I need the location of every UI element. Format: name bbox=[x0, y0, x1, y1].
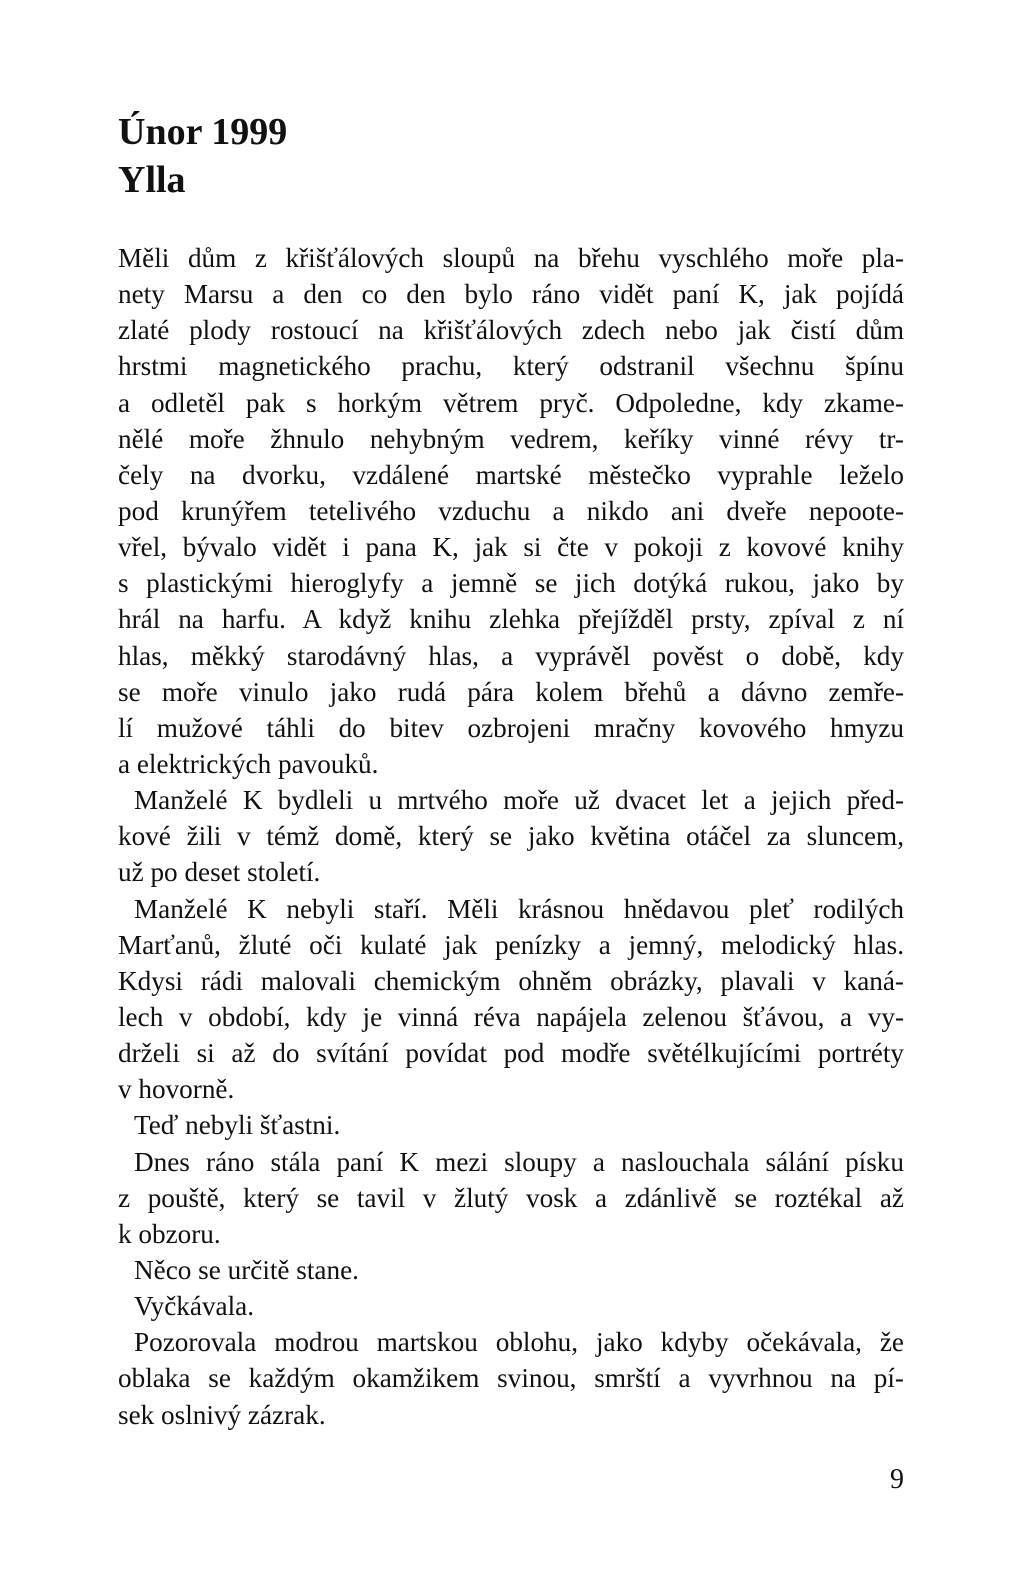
text-line: k obzoru. bbox=[118, 1218, 221, 1249]
text-line: drželi si až do svítání povídat pod modře světélkujícími portréty bbox=[118, 1038, 904, 1069]
text-line: Něco se určitě stane. bbox=[134, 1254, 359, 1285]
text-line: hlas, měkký starodávný hlas, a vyprávěl pověst o době, kdy bbox=[118, 640, 904, 671]
chapter-title: Ylla bbox=[118, 159, 186, 201]
text-line: Pozorovala modrou martskou oblohu, jako kdyby očekávala, že bbox=[134, 1327, 904, 1358]
text-line: zlaté plody rostoucí na křišťálových zdech nebo jak čistí dům bbox=[118, 315, 904, 346]
text-line: Vyčkávala. bbox=[134, 1291, 255, 1322]
text-line: Teď nebyli šťastni. bbox=[134, 1110, 341, 1141]
text-line: čely na dvorku, vzdálené martské městečko vyprahle leželo bbox=[118, 459, 904, 490]
text-line: Marťanů, žluté oči kulaté jak penízky a jemný, melodický hlas. bbox=[118, 929, 904, 960]
text-line: Dnes ráno stála paní K mezi sloupy a naslouchala sálání písku bbox=[134, 1146, 904, 1177]
text-line: kové žili v témž domě, který se jako květina otáčel za sluncem, bbox=[118, 821, 904, 852]
chapter-date: Únor 1999 bbox=[118, 111, 288, 153]
text-line: nety Marsu a den co den bylo ráno vidět paní K, jak pojídá bbox=[118, 279, 904, 310]
text-line: hrál na harfu. A když knihu zlehka přejížděl prsty, zpíval z ní bbox=[118, 604, 904, 635]
text-line: se moře vinulo jako rudá pára kolem břehů a dávno zemře- bbox=[118, 676, 904, 707]
chapter-heading bbox=[118, 108, 287, 204]
text-line: s plastickými hieroglyfy a jemně se jich dotýká rukou, jako by bbox=[118, 568, 904, 599]
text-line: nělé moře žhnulo nehybným vedrem, keříky vinné révy tr- bbox=[118, 423, 904, 454]
body-text bbox=[118, 240, 904, 1433]
text-line: lech v období, kdy je vinná réva napájela zelenou šťávou, a vy- bbox=[118, 1001, 904, 1032]
text-line: lí mužové táhli do bitev ozbrojeni mračny kovového hmyzu bbox=[118, 712, 904, 743]
text-line: vřel, bývalo vidět i pana K, jak si čte v pokoji z kovové knihy bbox=[118, 532, 904, 563]
text-line: Kdysi rádi malovali chemickým ohněm obrázky, plavali v kaná- bbox=[118, 965, 904, 996]
text-line: a elektrických pavouků. bbox=[118, 748, 379, 779]
text-line: Měli dům z křišťálových sloupů na břehu vyschlého moře pla- bbox=[118, 243, 904, 273]
text-line: už po deset století. bbox=[118, 857, 321, 888]
text-line: v hovorně. bbox=[118, 1074, 235, 1105]
page-number: 9 bbox=[890, 1464, 904, 1495]
text-line: pod krunýřem tetelivého vzduchu a nikdo ani dveře nepoote- bbox=[118, 495, 904, 526]
text-line: oblaka se každým okamžikem svinou, smrští a vyvrhnou na pí- bbox=[118, 1363, 904, 1394]
text-line: Manželé K bydleli u mrtvého moře už dvacet let a jejich před- bbox=[134, 785, 904, 816]
text-line: z pouště, který se tavil v žlutý vosk a zdánlivě se roztékal až bbox=[118, 1182, 904, 1213]
text-line: hrstmi magnetického prachu, který odstranil všechnu špínu bbox=[118, 351, 904, 382]
text-line: Manželé K nebyli staří. Měli krásnou hnědavou pleť rodilých bbox=[134, 893, 904, 924]
text-line: sek oslnivý zázrak. bbox=[118, 1399, 326, 1430]
text-line: a odletěl pak s horkým větrem pryč. Odpoledne, kdy zkame- bbox=[118, 387, 904, 418]
